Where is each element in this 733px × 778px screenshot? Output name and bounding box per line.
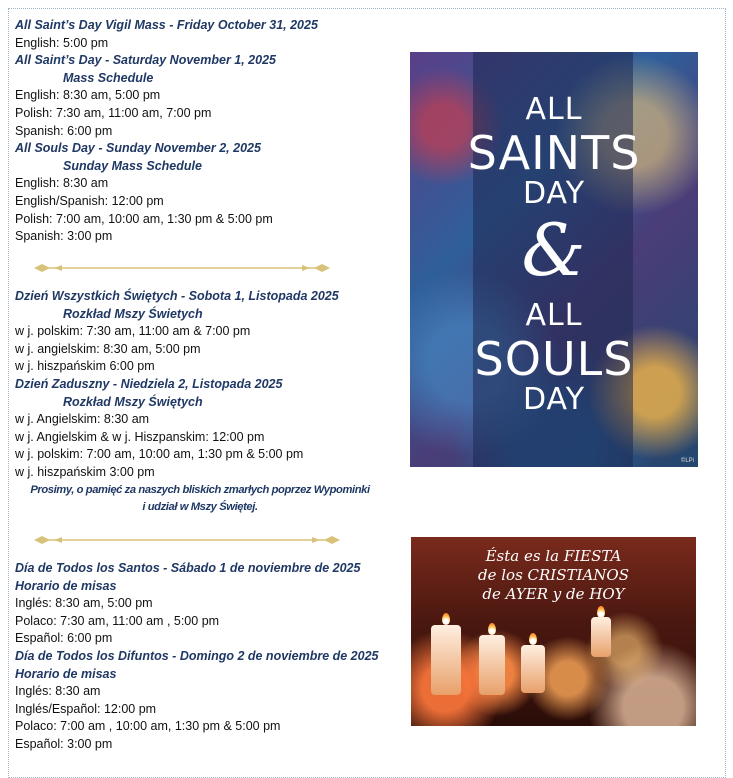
poster-line: ALL [525, 92, 583, 127]
flame-icon [529, 633, 537, 645]
english-section [15, 17, 395, 246]
all-saints-poster [410, 52, 698, 467]
all-souls-heading-es: Día de Todos los Difuntos - Domingo 2 de noviembre de 2025 [15, 648, 379, 663]
candle-icon [521, 645, 545, 693]
schedule-line: Polaco: 7:30 am, 11:00 am , 5:00 pm [15, 613, 220, 628]
candle-icon [479, 635, 505, 695]
all-saints-heading-es: Día de Todos los Santos - Sábado 1 de noviembre de 2025 [15, 561, 361, 575]
subheading: Rozkład Mszy Świętych [63, 394, 203, 409]
poster-line: SOULS [474, 332, 634, 386]
schedule-line: w j. angielskim: 8:30 am, 5:00 pm [15, 341, 201, 356]
schedule-line: Español: 6:00 pm [15, 631, 113, 646]
polish-section [15, 288, 395, 517]
subheading: Horario de misas [15, 578, 117, 593]
schedule-line: Español: 3:00 pm [15, 736, 113, 751]
all-souls-heading: All Souls Day - Sunday November 2, 2025 [15, 141, 261, 156]
poster-copyright: ©LPi [680, 458, 694, 464]
poster-caption: Ésta es la FIESTA [485, 547, 622, 565]
poster-ampersand: & [521, 208, 587, 292]
ornament-divider [32, 262, 332, 274]
flame-icon [442, 613, 450, 625]
schedule-line: w j. hiszpańskim 6:00 pm [15, 359, 155, 374]
schedule-line: Polaco: 7:00 am , 10:00 am, 1:30 pm & 5:00 pm [15, 719, 281, 734]
schedule-line: w j. polskim: 7:30 am, 11:00 am & 7:00 pm [15, 324, 251, 339]
schedule-line: English: 8:30 am [15, 176, 109, 191]
schedule-line: w j. hiszpańskim 3:00 pm [15, 464, 155, 479]
subheading: Mass Schedule [63, 70, 154, 85]
poster-line: DAY [522, 176, 586, 211]
fiesta-poster [411, 537, 696, 726]
poster-caption: de los CRISTIANOS [478, 566, 629, 584]
schedule-line: Spanish: 6:00 pm [15, 123, 113, 138]
remembrance-note: i udział w Mszy Świętej. [142, 501, 258, 514]
schedule-line: Inglés: 8:30 am [15, 684, 101, 699]
candle-icon [431, 625, 461, 695]
spanish-section [15, 560, 395, 754]
vigil-heading: All Saint’s Day Vigil Mass - Friday October 31, 2025 [15, 18, 318, 32]
all-souls-heading-pl: Dzień Zaduszny - Niedziela 2, Listopada 2025 [15, 376, 283, 391]
poster-caption: de AYER y de HOY [482, 585, 625, 603]
remembrance-note: Prosimy, o pamięć za naszych bliskich zmarłych poprzez Wypominki [30, 483, 370, 496]
ornament-divider [32, 534, 342, 546]
flame-icon [597, 606, 605, 618]
schedule-line: w j. Angielskim: 8:30 am [15, 412, 150, 427]
flame-icon [488, 623, 496, 635]
schedule-line: w j. Angielskim & w j. Hiszpanskim: 12:00 pm [15, 429, 265, 444]
schedule-line: Polish: 7:00 am, 10:00 am, 1:30 pm & 5:00 pm [15, 211, 273, 226]
subheading: Rozkład Mszy Świetych [63, 306, 203, 321]
schedule-line: English/Spanish: 12:00 pm [15, 193, 164, 208]
all-saints-heading: All Saint’s Day - Saturday November 1, 2025 [15, 53, 276, 68]
poster-line: SAINTS [467, 126, 641, 180]
schedule-line: Inglés/Español: 12:00 pm [15, 701, 157, 716]
schedule-line: Inglés: 8:30 am, 5:00 pm [15, 596, 153, 611]
schedule-line: w j. polskim: 7:00 am, 10:00 am, 1:30 pm & 5:00 pm [15, 447, 304, 462]
all-saints-heading-pl: Dzień Wszystkich Świętych - Sobota 1, Listopada 2025 [15, 289, 339, 303]
schedule-line: English: 5:00 pm [15, 35, 109, 50]
schedule-line: English: 8:30 am, 5:00 pm [15, 88, 161, 103]
poster-line: ALL [525, 298, 583, 333]
subheading: Horario de misas [15, 666, 117, 681]
subheading: Sunday Mass Schedule [63, 158, 202, 173]
candle-icon [591, 617, 611, 657]
schedule-line: Spanish: 3:00 pm [15, 229, 113, 244]
schedule-line: Polish: 7:30 am, 11:00 am, 7:00 pm [15, 105, 212, 120]
poster-line: DAY [522, 382, 586, 417]
